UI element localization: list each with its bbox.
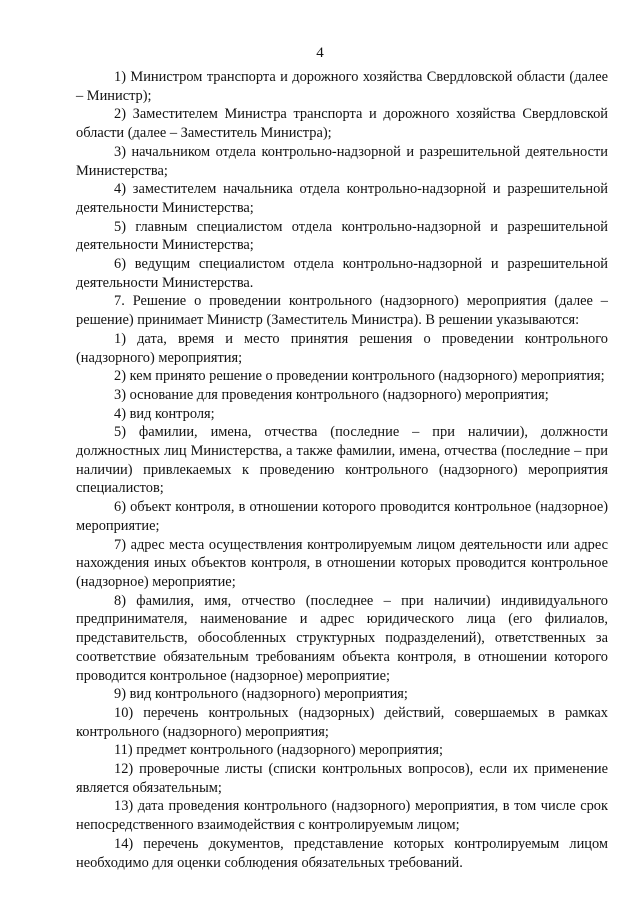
paragraph-decision-item-10: 10) перечень контрольных (надзорных) действий, совершаемых в рамках контрольного (надзорного) мероприятия; — [76, 704, 608, 740]
paragraph-decision-item-2: 2) кем принято решение о проведении контрольного (надзорного) мероприятия; — [114, 368, 605, 385]
paragraph-decision-item-7: 7) адрес места осуществления контролируемым лицом деятельности или адрес нахождения иных объектов контроля, в отношении которых проводится контрольное (надзорное) мероприятие; — [76, 536, 608, 590]
paragraph-decision-item-1: 1) дата, время и место принятия решения о проведении контрольного (надзорного) мероприятия; — [76, 330, 608, 366]
paragraph-section-7-decision: 7. Решение о проведении контрольного (надзорного) мероприятия (далее – решение) принимает Министр (Заместитель Министра). В решении указываются: — [76, 293, 608, 329]
paragraph-item-3-department-head: 3) начальником отдела контрольно-надзорной и разрешительной деятельности Министерства; — [76, 143, 608, 179]
paragraph-decision-item-6: 6) объект контроля, в отношении которого проводится контрольное (надзорное) мероприятие; — [76, 499, 608, 534]
paragraph-item-2-deputy-minister: 2) Заместителем Министра транспорта и дорожного хозяйства Свердловской области (далее – Заместитель Министра); — [76, 106, 608, 142]
paragraph-item-1-minister: 1) Министром транспорта и дорожного хозяйства Свердловской области (далее – Министр); — [76, 69, 608, 104]
document-body — [76, 68, 608, 872]
paragraph-decision-item-8: 8) фамилия, имя, отчество (последнее – при наличии) индивидуального предпринимателя, наименование и адрес юридического лица (его филиалов, представительств, обособленных структурных подразделений), ответственных за соответствие обязательным требованиям объекта контроля, в отношении которого проводится контрольное (надзорное) мероприятие; — [76, 592, 608, 684]
paragraph-decision-item-9: 9) вид контрольного (надзорного) мероприятия; — [114, 686, 408, 703]
paragraph-decision-item-5: 5) фамилии, имена, отчества (последние – при наличии), должности должностных лиц Министерства, а также фамилии, имена, отчества (последние – при наличии) привлекаемых к проведению контрольного (надзорного) мероприятия специалистов; — [76, 424, 608, 497]
paragraph-decision-item-13: 13) дата проведения контрольного (надзорного) мероприятия, в том числе срок непосредственного взаимодействия с контролируемым лицом; — [76, 798, 608, 834]
paragraph-item-5-chief-specialist: 5) главным специалистом отдела контрольно-надзорной и разрешительной деятельности Министерства; — [76, 218, 608, 254]
paragraph-decision-item-12: 12) проверочные листы (списки контрольных вопросов), если их применение является обязательным; — [76, 761, 608, 796]
paragraph-item-4-deputy-department-head: 4) заместителем начальника отдела контрольно-надзорной и разрешительной деятельности Министерства; — [76, 181, 608, 216]
page-number: 4 — [316, 45, 324, 61]
paragraph-decision-item-3: 3) основание для проведения контрольного (надзорного) мероприятия; — [114, 386, 549, 403]
paragraph-item-6-leading-specialist: 6) ведущим специалистом отдела контрольно-надзорной и разрешительной деятельности Министерства. — [76, 256, 608, 291]
paragraph-decision-item-11: 11) предмет контрольного (надзорного) мероприятия; — [114, 742, 443, 759]
paragraph-decision-item-14: 14) перечень документов, представление которых контролируемым лицом необходимо для оценки соблюдения обязательных требований. — [76, 835, 608, 871]
paragraph-decision-item-4: 4) вид контроля; — [114, 405, 215, 422]
